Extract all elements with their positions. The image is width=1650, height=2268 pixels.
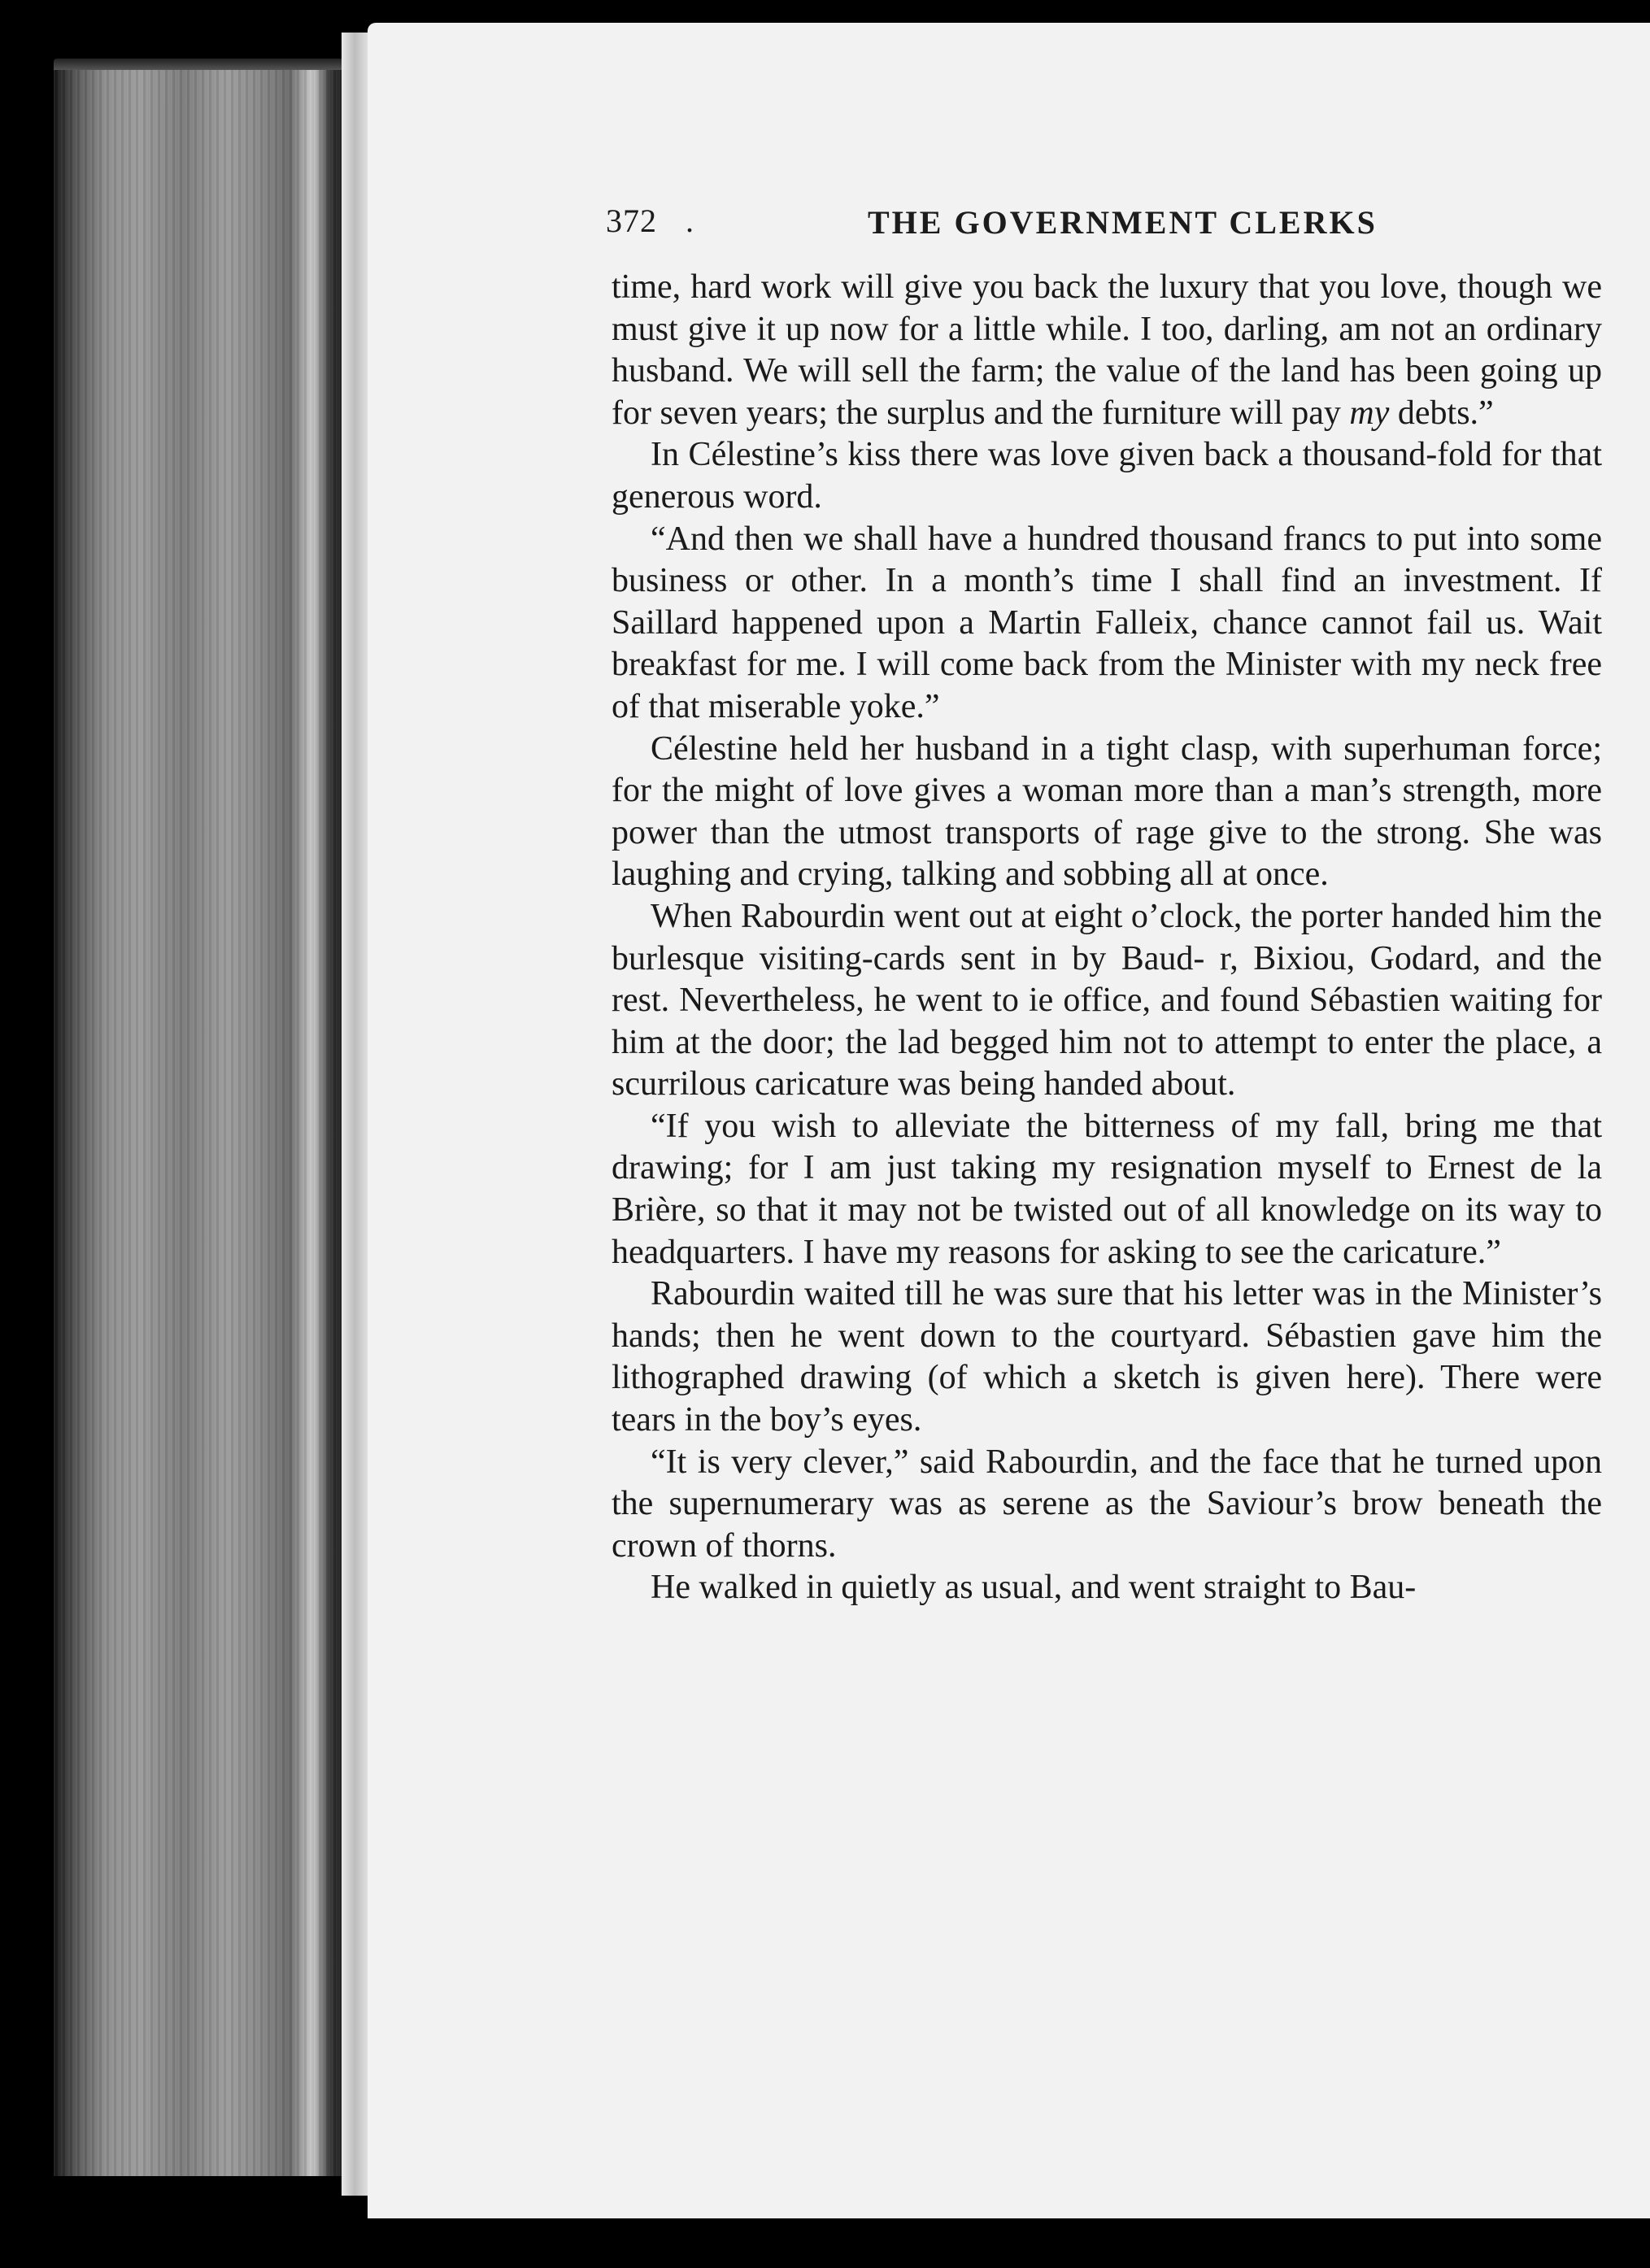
paragraph: “And then we shall have a hundred thousand francs to put into some business or other. In a month’s time I shall find an investment. If Saillard happened upon a Martin Falleix, chance cannot fail us. Wait breakfast for me. I will come back from the Minister with my neck free of that miserable yoke.” [612, 520, 1602, 725]
book-spine-texture [54, 70, 342, 2176]
paragraph: He walked in quietly as usual, and went straight to Bau- [651, 1569, 1417, 1607]
paragraph: “If you wish to alleviate the bitterness of my fall, bring me that drawing; for I am just taking my resignation myself to Ernest de la Brière, so that it may not be twisted out of all knowledge on its way to headquarters. I have my reasons for asking to see the caricature.” [612, 1107, 1602, 1271]
running-header [606, 202, 1614, 250]
paragraph: “It is very clever,” said Rabourdin, and the face that he turned upon the supernumerary was as serene as the Saviour’s brow beneath the crown of thorns. [612, 1443, 1602, 1565]
paragraph: Rabourdin waited till he was sure that his letter was in the Minister’s hands; then he went down to the courtyard. Sébastien gave him the lithographed drawing (of which a sketch is given here). There were tears in the boy’s eyes. [612, 1275, 1602, 1439]
paragraph-continued: time, hard work will give you back the luxury that you love, though we must give it up now for a little while. I too, darling, am not an ordinary husband. We will sell the farm; the value of the land has been going up for seven years; the surplus and the furniture will pay my debts.” [612, 268, 1602, 432]
paragraph: When Rabourdin went out at eight o’clock, the porter handed him the burlesque visiting-cards sent in by Baud- r, Bixiou, Godard, and the rest. Nevertheless, he went to ie office, and found Sébastien waiting for him at the door; the lad begged him not to attempt to enter the place, a scurrilous caricature was being handed about. [612, 897, 1602, 1104]
page-number: 372 . [606, 202, 694, 239]
emphasis: my [1349, 394, 1390, 432]
paragraph: Célestine held her husband in a tight clasp, with superhuman force; for the might of love gives a woman more than a man’s strength, more power than the utmost transports of rage give to the strong. She was laughing and crying, talking and sobbing all at once. [612, 729, 1602, 894]
paragraph: In Célestine’s kiss there was love given back a thousand-fold for that generous word. [612, 436, 1602, 516]
header-separator: . [686, 202, 694, 239]
page-body [612, 267, 1602, 1609]
running-title: THE GOVERNMENT CLERKS [868, 204, 1378, 241]
